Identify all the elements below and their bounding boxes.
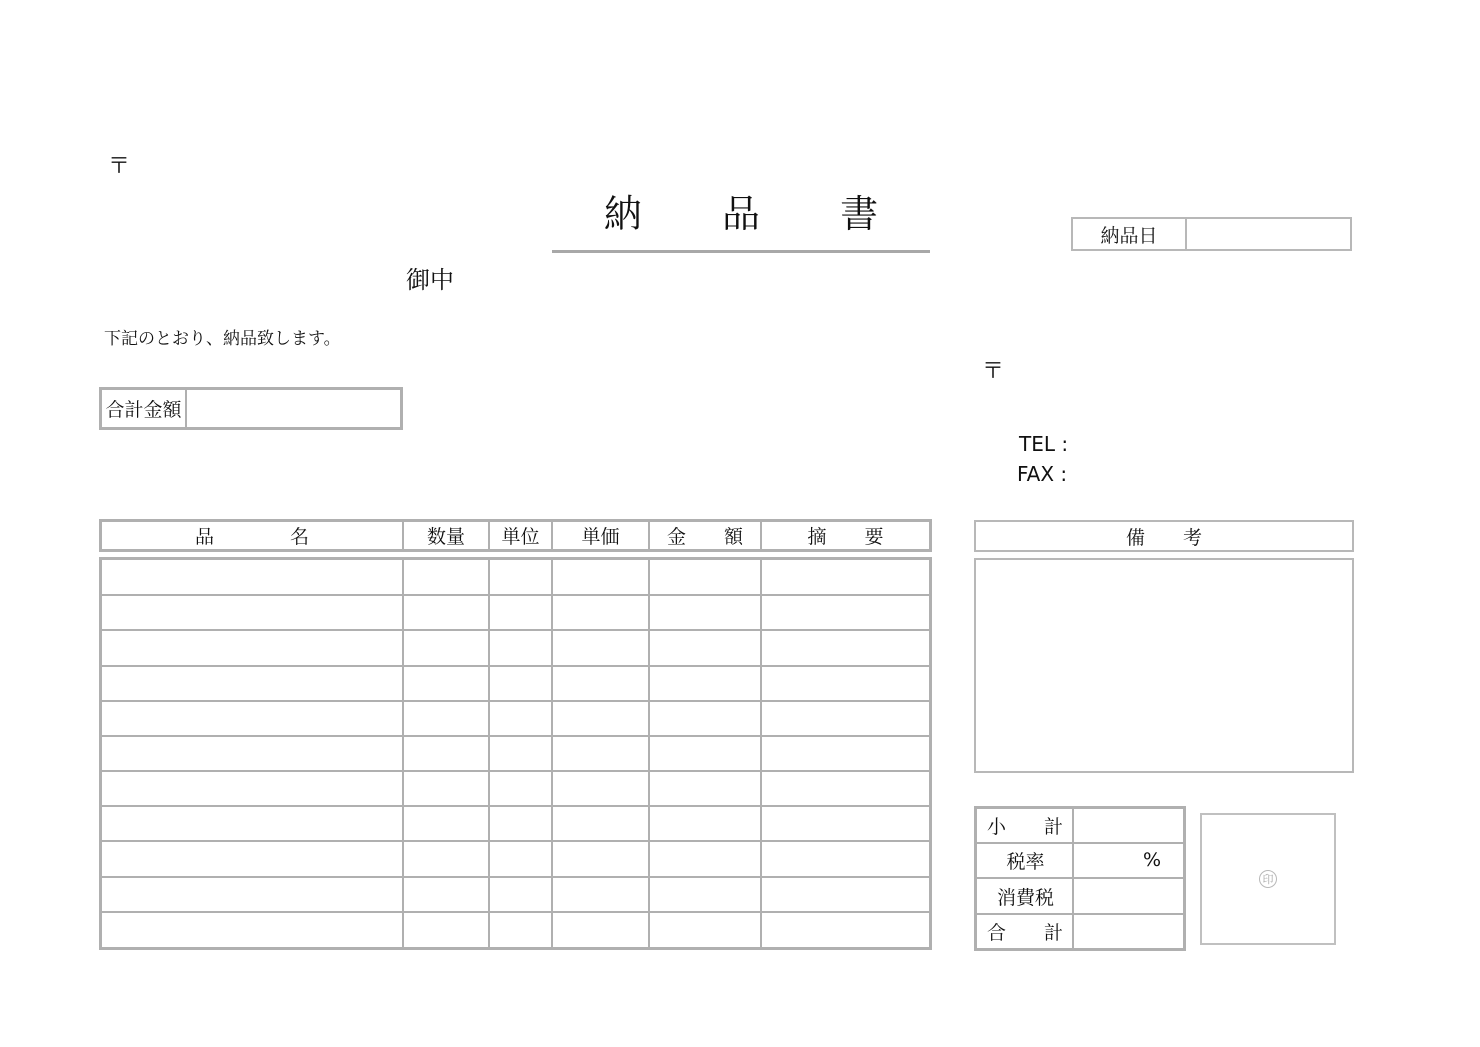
table-row[interactable] [102, 841, 929, 876]
tax-rate-unit: % [1142, 849, 1161, 871]
items-row-divider [102, 629, 929, 631]
items-row-divider [102, 770, 929, 772]
items-row-divider [102, 911, 929, 913]
remarks-header: 備 考 [974, 520, 1354, 552]
items-row-divider [102, 594, 929, 596]
summary-row-consumption-tax [977, 879, 1183, 913]
subtotal-label: 小 計 [987, 816, 1064, 838]
tax-rate-label: 税率 [1006, 851, 1045, 873]
items-row-divider [102, 840, 929, 842]
title-underline [552, 250, 930, 253]
seal-box [1200, 813, 1336, 945]
column-header-unit: 単位 [501, 526, 540, 548]
column-header-unit-price: 単価 [581, 526, 620, 548]
summary-row-tax-rate [977, 844, 1183, 877]
table-row[interactable] [102, 560, 929, 595]
column-header-amount: 金 額 [666, 526, 743, 548]
items-row-divider [102, 665, 929, 667]
table-row[interactable] [102, 912, 929, 947]
total-amount-label: 合計金額 [102, 390, 187, 427]
remarks-field[interactable] [974, 558, 1354, 773]
table-row[interactable] [102, 595, 929, 630]
items-row-divider [102, 700, 929, 702]
items-row-divider [102, 805, 929, 807]
document-title: 納 品 書 [603, 192, 913, 236]
delivery-date-label: 納品日 [1073, 219, 1187, 249]
summary-table [974, 806, 1186, 951]
summary-row-subtotal [977, 809, 1183, 842]
grand-total-label: 合 計 [987, 922, 1064, 944]
items-row-divider [102, 735, 929, 737]
items-table-body [99, 557, 932, 950]
table-row[interactable] [102, 736, 929, 771]
sender-tel-label: TEL : [1019, 432, 1069, 456]
items-row-divider [102, 876, 929, 878]
consumption-tax-label: 消費税 [996, 886, 1054, 909]
table-row[interactable] [102, 630, 929, 665]
column-header-description: 摘 要 [807, 526, 884, 548]
table-row[interactable] [102, 806, 929, 841]
intro-text: 下記のとおり、納品致します。 [104, 329, 341, 349]
column-header-item-name: 品 名 [194, 526, 309, 548]
sender-postal-mark: 〒 [982, 359, 1005, 384]
table-row[interactable] [102, 877, 929, 912]
items-table-header [99, 519, 932, 552]
table-row[interactable] [102, 666, 929, 701]
table-row[interactable] [102, 771, 929, 806]
summary-row-grand-total [977, 915, 1183, 948]
total-amount-box [99, 387, 403, 430]
delivery-date-field[interactable] [1187, 219, 1350, 249]
table-row[interactable] [102, 701, 929, 736]
seal-icon: 印 [1259, 870, 1277, 888]
total-amount-field[interactable] [187, 390, 400, 427]
delivery-date-box [1071, 217, 1352, 251]
sender-fax-label: FAX : [1017, 462, 1068, 486]
recipient-postal-mark: 〒 [108, 154, 131, 179]
column-header-quantity: 数量 [426, 526, 465, 548]
recipient-honorific: 御中 [406, 266, 454, 294]
